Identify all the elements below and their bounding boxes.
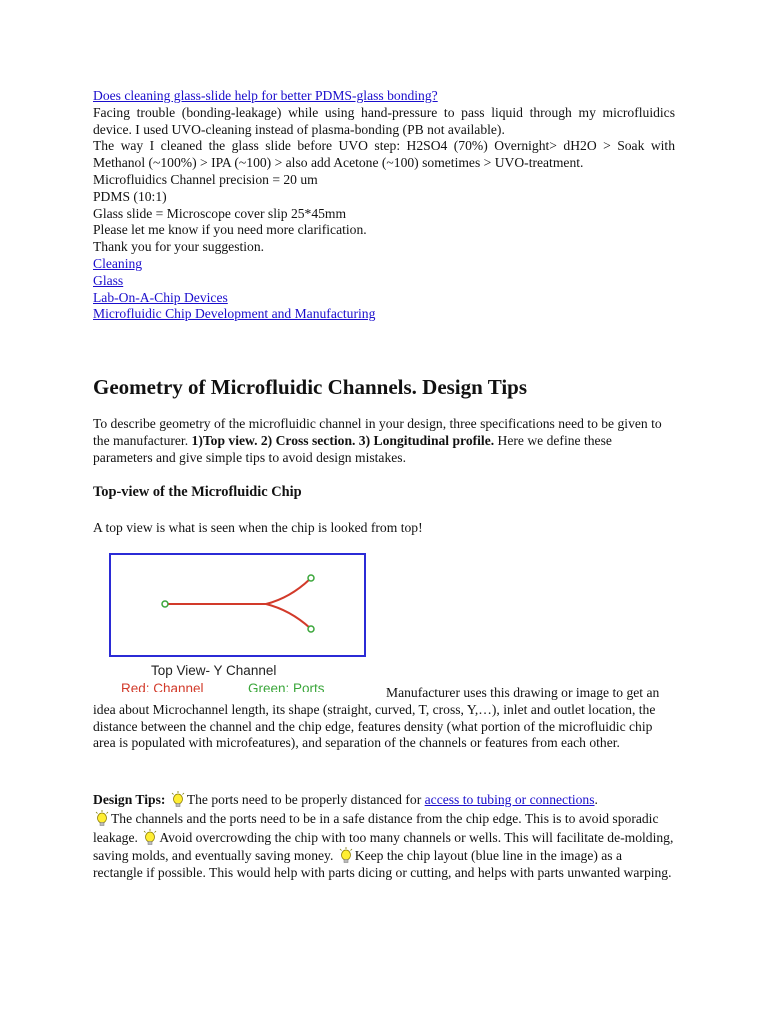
- tag-lab-on-a-chip-link[interactable]: Lab-On-A-Chip Devices: [93, 289, 228, 305]
- question-line: Glass slide = Microscope cover slip 25*45mm: [93, 205, 347, 221]
- question-line: PDMS (10:1): [93, 188, 167, 204]
- figure-legend-red: Red: Channel: [121, 681, 204, 692]
- figure-legend-green: Green: Ports: [248, 681, 325, 692]
- question-line: The way I cleaned the glass slide before UVO step: H2SO4 (70%) Overnight> dH2O > Soak with Methanol (~100%) > IPA (~100) > also add Acetone (~100) sometimes > UVO-treatment.: [93, 138, 675, 171]
- lightbulb-icon: [93, 809, 111, 827]
- outlet-port-bottom: [308, 626, 314, 632]
- tip3-text: Avoid overcrowding the chip with too many channels or wells. This will facilitate de-molding, saving molds, and eventually saving money.: [93, 829, 674, 864]
- tag-glass-link[interactable]: Glass: [93, 272, 124, 288]
- figure-caption: Top View- Y Channel: [151, 663, 277, 678]
- article-title: Geometry of Microfluidic Channels. Design Tips: [93, 375, 528, 399]
- intro-bold-text: 1)Top view. 2) Cross section. 3) Longitudinal profile.: [191, 432, 495, 448]
- lightbulb-icon: [337, 846, 355, 864]
- tip4-text: Keep the chip layout (blue line in the image) as a rectangle if possible. This would help with parts dicing or cutting, and helps with parts unwanted warping.: [93, 848, 672, 881]
- inlet-port: [162, 601, 168, 607]
- lightbulb-icon: [141, 828, 159, 846]
- intro-paragraph: [93, 416, 671, 466]
- intro-text: To describe geometry of the microfluidic channel in your design, three specifications need to be given to the manufacturer.: [93, 416, 662, 448]
- design-tips-paragraph: [93, 790, 675, 882]
- tip1-end: .: [594, 792, 598, 807]
- intro-text-end: Here we define these parameters and give simple tips to avoid design mistakes.: [93, 432, 612, 465]
- manufacturer-paragraph: Manufacturer uses this drawing or image to get an idea about Microchannel length, its shape (straight, curved, T, cross, Y,…), inlet and outlet location, the distance between the channel and the chip edge, features density (what portion of the microfluidic chip area is populated with microfeatures), and separation of the channels or features from each other.: [93, 685, 660, 751]
- outlet-port-top: [308, 575, 314, 581]
- tubing-connections-link[interactable]: access to tubing or connections: [424, 792, 595, 807]
- question-line: Thank you for your suggestion.: [93, 239, 265, 255]
- question-link[interactable]: Does cleaning glass-slide help for better PDMS-glass bonding?: [93, 88, 438, 103]
- section-title: Top-view of the Microfluidic Chip: [93, 484, 302, 500]
- design-tips-label: Design Tips:: [93, 792, 166, 807]
- tag-cleaning-link[interactable]: Cleaning: [93, 255, 143, 271]
- lightbulb-icon: [169, 790, 187, 808]
- tip2-text: The channels and the ports need to be in a safe distance from the chip edge. This is to avoid sporadic leakage.: [93, 810, 659, 845]
- question-line: Please let me know if you need more clarification.: [93, 222, 367, 238]
- question-line: Microfluidics Channel precision = 20 um: [93, 171, 318, 187]
- section-intro: A top view is what is seen when the chip is looked from top!: [93, 520, 423, 535]
- top-view-figure: [108, 552, 383, 692]
- question-block: [93, 88, 675, 323]
- question-line: Facing trouble (bonding-leakage) while using hand-pressure to pass liquid through my microfluidics device. I used UVO-cleaning instead of plasma-bonding (PB not available).: [93, 104, 675, 137]
- tip1-text: The ports need to be properly distanced for: [186, 792, 425, 807]
- tag-microfluidic-chip-link[interactable]: Microfluidic Chip Development and Manufacturing: [93, 306, 376, 322]
